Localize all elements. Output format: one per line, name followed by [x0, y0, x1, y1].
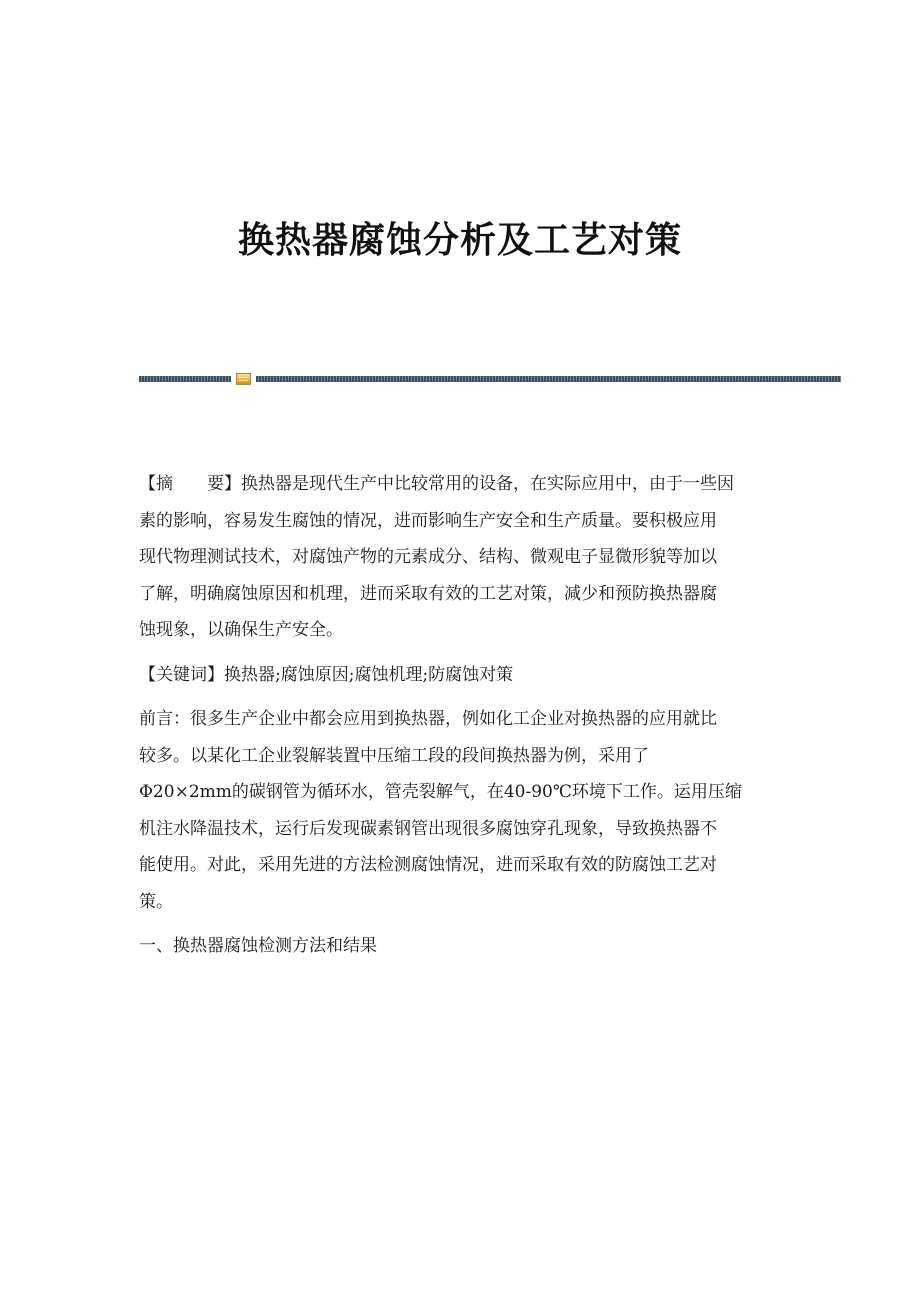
preface-text-line: 机注水降温技术，运行后发现碳素钢管出现很多腐蚀穿孔现象，导致换热器不 [139, 818, 717, 839]
preface-text-line: 前言：很多生产企业中都会应用到换热器，例如化工企业对换热器的应用就比 [139, 709, 717, 729]
abstract-text-line: 素的影响，容易发生腐蚀的情况，进而影响生产安全和生产质量。要积极应用 [139, 510, 717, 531]
document-title: 换热器腐蚀分析及工艺对策 [237, 219, 682, 261]
section-heading-paragraph [139, 928, 779, 965]
abstract-label-close: 要】 [207, 474, 241, 494]
preface-text-line: Φ20×2mm的碳钢管为循环水，管壳裂解气，在40-90℃环境下工作。运用压缩 [139, 782, 742, 802]
divider-ornament-icon [236, 373, 251, 385]
title-divider [139, 373, 841, 385]
abstract-label-open: 【摘 [139, 474, 173, 494]
preface-text-line: 能使用。对此，采用先进的方法检测腐蚀情况，进而采取有效的防腐蚀工艺对 [139, 855, 717, 875]
abstract-paragraph [139, 466, 779, 649]
divider-bar-left [139, 376, 231, 382]
document-body [139, 466, 779, 973]
abstract-text-line: 蚀现象，以确保生产安全。 [139, 620, 343, 640]
keywords-paragraph [139, 657, 779, 694]
abstract-text-line: 了解，明确腐蚀原因和机理，进而采取有效的工艺对策，减少和预防换热器腐 [139, 583, 717, 604]
abstract-text-line: 换热器是现代生产中比较常用的设备，在实际应用中，由于一些因 [241, 474, 734, 494]
abstract-text-line: 现代物理测试技术，对腐蚀产物的元素成分、结构、微观电子显微形貌等加以 [139, 547, 717, 567]
keywords-line: 【关键词】换热器;腐蚀原因;腐蚀机理;防腐蚀对策 [139, 664, 514, 685]
preface-text-line: 策。 [139, 891, 173, 912]
divider-bar-right [256, 376, 841, 382]
preface-paragraph [139, 701, 779, 920]
preface-text-line: 较多。以某化工企业裂解装置中压缩工段的段间换热器为例，采用了 [139, 745, 649, 766]
abstract-line [139, 466, 779, 503]
section-heading: 一、换热器腐蚀检测方法和结果 [139, 936, 377, 956]
